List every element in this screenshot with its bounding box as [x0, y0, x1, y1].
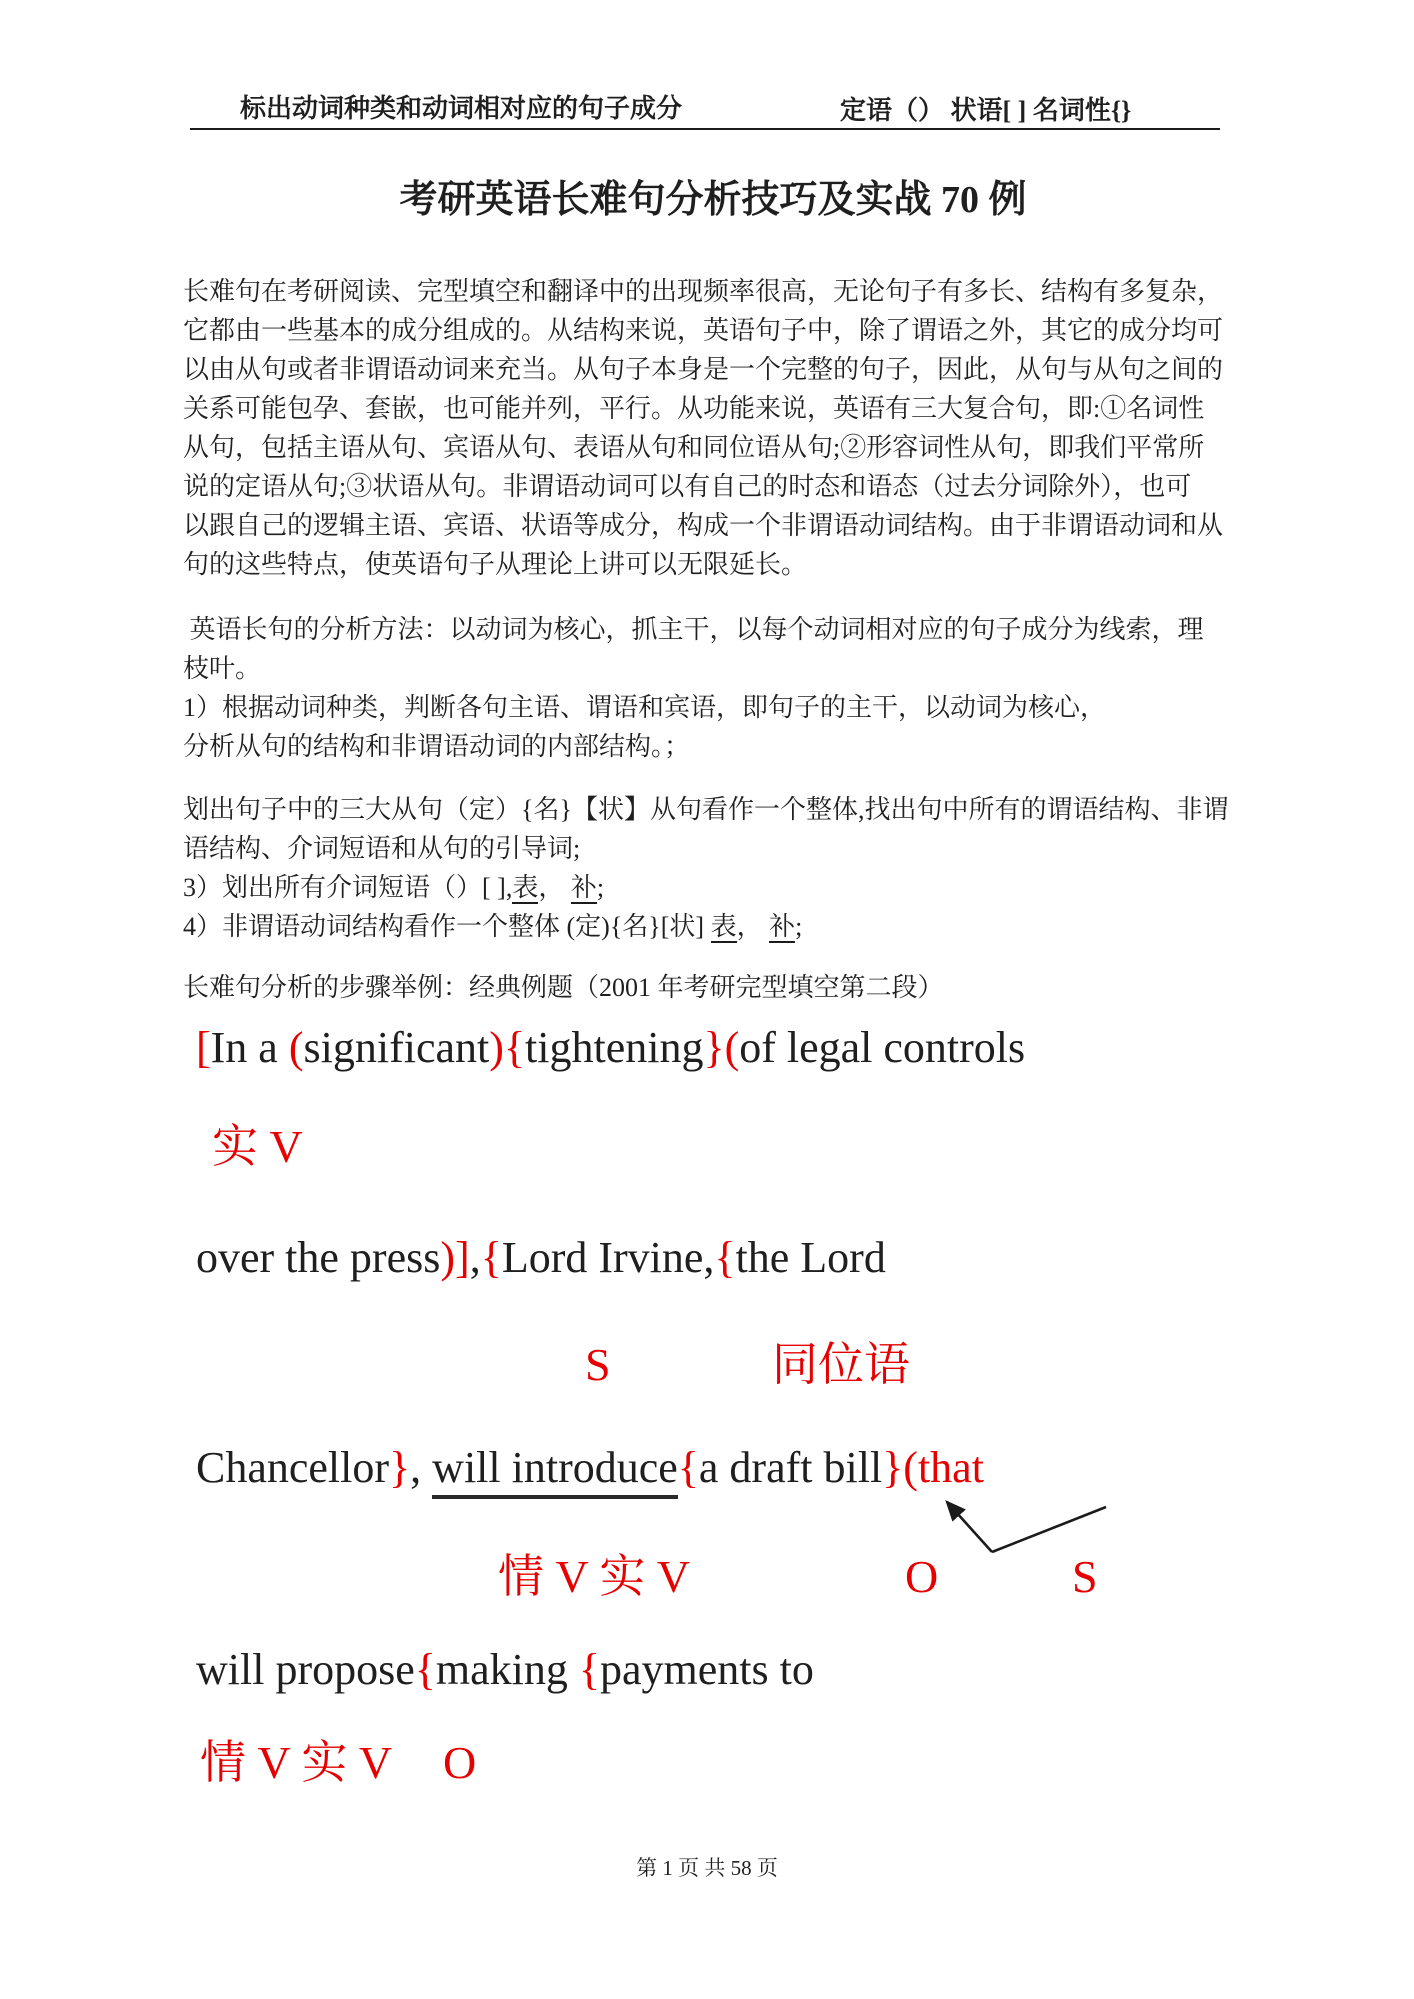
text-segment: ，	[736, 912, 770, 941]
text-line	[183, 545, 1258, 584]
text-segment: ;	[795, 912, 803, 941]
text-segment: tightening	[525, 1023, 704, 1072]
text-segment: 分析从句的结构和非谓语动词的内部结构。；	[183, 732, 691, 761]
text-segment: ，	[538, 873, 571, 902]
text-line	[183, 428, 1258, 467]
text-segment: In a	[210, 1023, 289, 1072]
text-segment: 划出句子中的三大从句（定）{名}【状】从句看作一个整体,找出句中所有的谓语结构、非谓	[183, 795, 1229, 824]
text-segment: (	[288, 1023, 304, 1072]
text-segment: of legal controls	[739, 1023, 1026, 1072]
text-segment: ,	[469, 1233, 481, 1282]
rules-paragraph	[183, 790, 1258, 946]
text-line: 长难句分析的步骤举例：经典例题（2001 年考研完型填空第二段）	[183, 973, 944, 1002]
text-segment: (	[724, 1023, 740, 1072]
text-segment: }	[389, 1443, 411, 1492]
text-segment: 3）划出所有介词短语（）[ ],	[183, 873, 513, 902]
text-line	[183, 688, 1258, 727]
text-segment: 1）根据动词种类，判断各句主语、谓语和宾语，即句子的主干，以动词为核心，	[183, 693, 1107, 722]
object2-label: O	[443, 1737, 477, 1788]
text-line	[183, 790, 1258, 829]
method-paragraph	[183, 610, 1258, 766]
text-segment: {	[677, 1443, 699, 1492]
header-left-text: 标出动词种类和动词相对应的句子成分	[240, 94, 683, 123]
arrow-line-left	[947, 1502, 992, 1552]
text-segment: 英语长句的分析方法：以动词为核心，抓主干，以每个动词相对应的句子成分为线索，理	[183, 615, 1204, 644]
example-caption	[183, 968, 1258, 1007]
header-right-legend: 定语（） 状语[ ] 名词性{}	[840, 96, 1132, 125]
text-segment: 长难句在考研阅读、完型填空和翻译中的出现频率很高，无论句子有多长、结构有多复杂，	[183, 277, 1224, 306]
text-segment: }	[882, 1443, 904, 1492]
text-segment: significant	[303, 1023, 490, 1072]
subject-label: S	[585, 1339, 611, 1390]
verb-modal-real2-label: 情 V 实 V	[200, 1737, 393, 1788]
text-segment: ;	[596, 873, 605, 902]
text-line	[183, 350, 1258, 389]
header-rule	[190, 128, 1220, 130]
text-segment: )]	[440, 1233, 470, 1282]
text-line	[183, 907, 1258, 946]
text-segment: {	[503, 1023, 526, 1072]
text-segment: Chancellor	[196, 1443, 390, 1492]
text-segment: 4）非谓语动词结构看作一个整体 (定){名}[状]	[183, 912, 711, 941]
text-line	[183, 272, 1258, 311]
text-segment: ,	[410, 1443, 433, 1492]
text-segment: payments to	[600, 1645, 814, 1694]
page-footer: 第 1 页 共 58 页	[636, 1856, 778, 1880]
text-line	[183, 649, 1258, 688]
text-line	[183, 506, 1258, 545]
text-line	[183, 610, 1258, 649]
sentence-line-3	[196, 1442, 984, 1495]
text-line	[183, 467, 1258, 506]
text-segment: Lord Irvine,	[501, 1233, 715, 1282]
text-segment: {	[714, 1233, 736, 1282]
text-line	[183, 311, 1258, 350]
text-segment: 关系可能包孕、套嵌，也可能并列，平行。从功能来说，英语有三大复合句，即:①名词性	[183, 394, 1205, 423]
apposition-label: 同位语	[772, 1339, 910, 1390]
text-segment: {	[578, 1645, 600, 1694]
text-segment: 语结构、介词短语和从句的引导词;	[183, 834, 581, 863]
text-segment: 表	[512, 873, 539, 902]
text-segment: 以由从句或者非谓语动词来充当。从句子本身是一个完整的句子，因此，从句与从句之间的	[183, 355, 1224, 384]
text-segment: making	[435, 1645, 579, 1694]
text-segment: 它都由一些基本的成分组成的。从结构来说，英语句子中，除了谓语之外，其它的成分均可	[183, 316, 1224, 345]
text-segment: 以跟自己的逻辑主语、宾语、状语等成分，构成一个非谓语动词结构。由于非谓语动词和从	[183, 511, 1224, 540]
text-segment: will introduce	[432, 1443, 678, 1499]
text-segment: 句的这些特点，使英语句子从理论上讲可以无限延长。	[183, 550, 808, 579]
text-line	[183, 389, 1258, 428]
text-line	[183, 829, 1258, 868]
text-line	[183, 727, 1258, 766]
text-segment: {	[414, 1645, 436, 1694]
object-label: O	[905, 1551, 939, 1602]
text-segment: )	[489, 1023, 504, 1072]
intro-paragraph	[183, 272, 1258, 584]
subject2-label: S	[1072, 1551, 1098, 1602]
text-segment: (that	[903, 1443, 984, 1492]
text-segment: a draft bill	[698, 1443, 883, 1492]
text-segment: 表	[710, 912, 737, 941]
text-segment: 从句，包括主语从句、宾语从句、表语从句和同位语从句;②形容词性从句，即我们平常所	[183, 433, 1205, 462]
arrow-line-right	[992, 1507, 1106, 1552]
sentence-line-2	[196, 1232, 886, 1285]
text-segment: }	[703, 1023, 725, 1072]
verb-real-label: 实 V	[212, 1121, 303, 1172]
text-segment: the Lord	[735, 1233, 886, 1282]
text-segment: 补	[570, 873, 597, 902]
text-segment: {	[480, 1233, 502, 1282]
document-title: 考研英语长难句分析技巧及实战 70 例	[399, 179, 1027, 221]
text-segment: 枝叶。	[183, 654, 262, 683]
text-segment: 补	[769, 912, 796, 941]
text-line	[183, 868, 1258, 907]
text-segment: 说的定语从句;③状语从句。非谓语动词可以有自己的时态和语态（过去分词除外），也可	[183, 472, 1192, 501]
sentence-line-4	[196, 1644, 814, 1697]
text-segment: [	[196, 1023, 211, 1072]
text-segment: over the press	[196, 1233, 441, 1282]
sentence-line-1	[196, 1022, 1025, 1075]
verb-modal-real-label: 情 V 实 V	[498, 1551, 691, 1602]
text-segment: will propose	[196, 1645, 415, 1694]
